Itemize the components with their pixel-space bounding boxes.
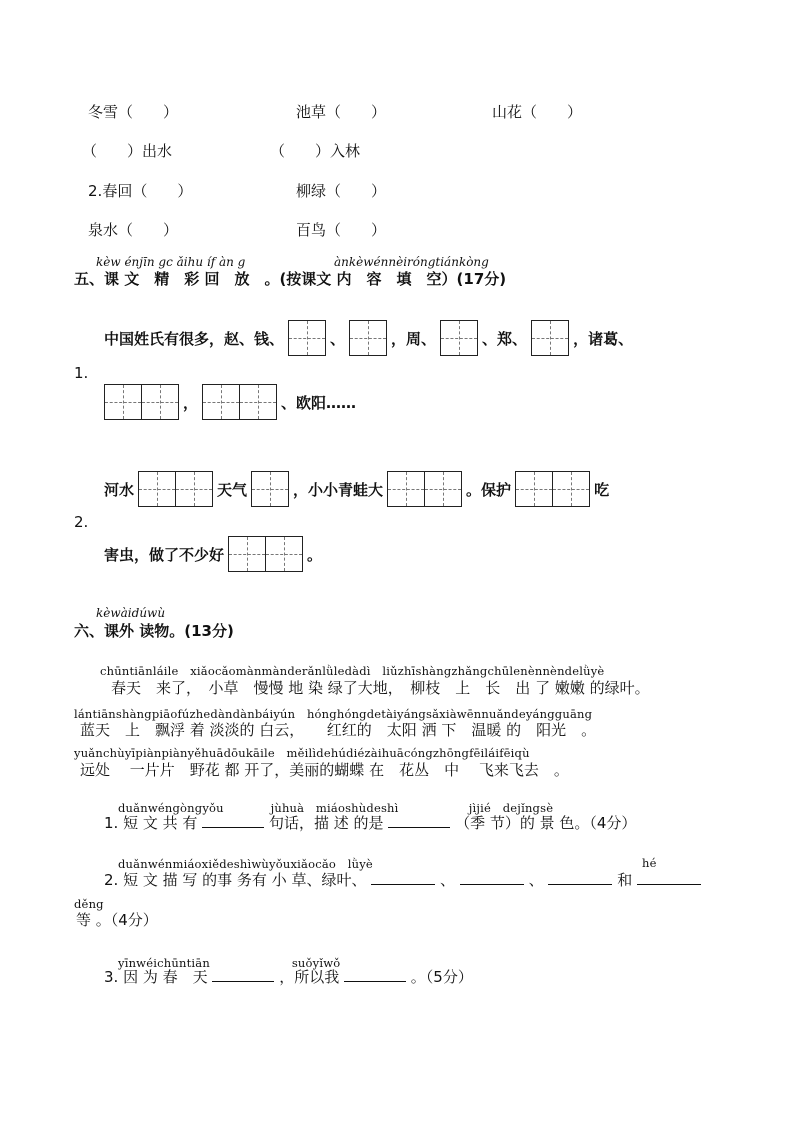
char-box[interactable] xyxy=(251,471,289,507)
question-text: ，所以我 xyxy=(279,968,340,986)
fill-line xyxy=(102,536,324,572)
line-text: 。 xyxy=(307,545,323,564)
line-text: 、欧阳…… xyxy=(281,393,357,412)
line-text: 、郑、 xyxy=(482,329,528,348)
answer-blank[interactable] xyxy=(212,967,274,982)
line-text: ，小小青蛙大 xyxy=(293,480,384,499)
question-text: 短 文 共 有 xyxy=(123,814,198,832)
char-box[interactable] xyxy=(138,471,213,507)
question-text: 。（5分） xyxy=(410,968,473,986)
line-text: ，周、 xyxy=(391,329,437,348)
fill-line xyxy=(102,471,611,507)
word-item: （ ）出水 xyxy=(82,142,173,160)
char-box[interactable] xyxy=(288,320,326,356)
answer-blank[interactable] xyxy=(371,870,435,885)
word-item: 池草（ ） xyxy=(296,103,387,121)
word-item xyxy=(88,180,192,201)
char-box[interactable] xyxy=(387,471,462,507)
line-text: 河水 xyxy=(104,480,135,499)
question-text: 因 为 春 天 xyxy=(123,968,208,986)
question-text: 等 。（4分） xyxy=(76,911,158,929)
char-box[interactable] xyxy=(440,320,478,356)
question-line xyxy=(104,869,701,890)
pinyin-annotation: ànkèwénnèiróngtiánkòng xyxy=(334,255,489,269)
line-text: 天气 xyxy=(217,480,248,499)
question-number: 2. xyxy=(104,871,119,889)
char-box[interactable] xyxy=(202,384,277,420)
char-box[interactable] xyxy=(515,471,590,507)
pinyin-annotation: lántiānshàngpiāofúzhedàndànbáiyún hónghóngdetàiyángsǎxiàwēnnuǎndeyángguāng xyxy=(74,707,593,721)
question-text: 句话，描 述 的是 xyxy=(268,814,384,832)
pinyin-annotation: děng xyxy=(74,897,104,911)
line-text: 害虫，做了不少好 xyxy=(104,545,225,564)
answer-blank[interactable] xyxy=(388,813,450,828)
pinyin-annotation: duǎnwénmiáoxiědeshìwùyǒuxiǎocǎo lǜyè xyxy=(118,857,373,871)
question-text: 和 xyxy=(617,871,633,889)
pinyin-annotation: yīnwéichūntiān suǒyǐwǒ xyxy=(118,956,341,970)
pinyin-annotation: yuǎnchùyīpiànpiànyěhuādōukāile měilìdehúdiézàihuācóngzhōngfēiláifēiqù xyxy=(74,746,530,760)
answer-blank[interactable] xyxy=(548,870,612,885)
word-item: 泉水（ ） xyxy=(88,221,179,239)
question-text: 、 xyxy=(440,871,456,889)
question-line xyxy=(104,966,473,987)
answer-blank[interactable] xyxy=(344,967,406,982)
answer-blank[interactable] xyxy=(460,870,524,885)
fill-line xyxy=(102,320,635,356)
char-box[interactable] xyxy=(104,384,179,420)
line-text: 中国姓氏有很多，赵、钱、 xyxy=(104,329,285,348)
pinyin-annotation: kèwàidúwù xyxy=(96,606,166,620)
word-text: 春回（ ） xyxy=(102,182,193,200)
pinyin-annotation: duǎnwéngòngyǒu jùhuà miáoshùdeshì jìjié dejǐngsè xyxy=(118,801,554,815)
word-item: 百鸟（ ） xyxy=(296,221,387,239)
question-line xyxy=(104,812,636,833)
line-text: 。保护 xyxy=(466,480,512,499)
section-title: 六、课外 读物。(13分) xyxy=(74,622,234,640)
passage-line: 远处 一片片 野花 都 开了，美丽的蝴蝶 在 花丛 中 飞来飞去 。 xyxy=(80,761,569,779)
section-title: 五、课 文 精 彩 回 放 。(按课文 内 容 填 空）(17分) xyxy=(74,270,507,288)
char-box[interactable] xyxy=(349,320,387,356)
word-item: 冬雪（ ） xyxy=(88,103,179,121)
word-item: （ ）入林 xyxy=(270,142,361,160)
pinyin-annotation: hé xyxy=(642,856,657,870)
pinyin-annotation: kèw énjīn gc ǎihu íf àn g xyxy=(96,255,246,269)
line-text: 吃 xyxy=(594,480,610,499)
question-number: 1. xyxy=(104,814,119,832)
answer-blank[interactable] xyxy=(202,813,264,828)
question-text: （季 节）的 景 色。（4分） xyxy=(455,814,637,832)
passage-line: 春天 来了， 小草 慢慢 地 染 绿了大地， 柳枝 上 长 出 了 嫩嫩 的绿叶。 xyxy=(96,679,650,697)
line-text: 、 xyxy=(330,329,346,348)
question-number: 1. xyxy=(74,364,89,382)
answer-blank[interactable] xyxy=(637,870,701,885)
line-text: ， xyxy=(183,393,199,412)
question-number: 2. xyxy=(74,513,89,531)
pinyin-annotation: chūntiānláile xiǎocǎomànmànderǎnlǜledàdì liǔzhīshàngzhǎngchūlenènnèndelǜyè xyxy=(100,664,605,678)
char-box[interactable] xyxy=(228,536,303,572)
passage-line: 蓝天 上 飘浮 着 淡淡的 白云， 红红的 太阳 洒 下 温暖 的 阳光 。 xyxy=(80,721,597,739)
question-text: 、 xyxy=(528,871,544,889)
char-box[interactable] xyxy=(531,320,569,356)
question-number: 3. xyxy=(104,968,119,986)
word-item: 柳绿（ ） xyxy=(296,182,387,200)
question-text: 短 文 描 写 的事 务有 小 草、绿叶、 xyxy=(123,871,367,889)
fill-line xyxy=(102,384,358,420)
line-text: ，诸葛、 xyxy=(573,329,634,348)
question-number: 2. xyxy=(88,182,103,200)
word-item: 山花（ ） xyxy=(492,103,583,121)
